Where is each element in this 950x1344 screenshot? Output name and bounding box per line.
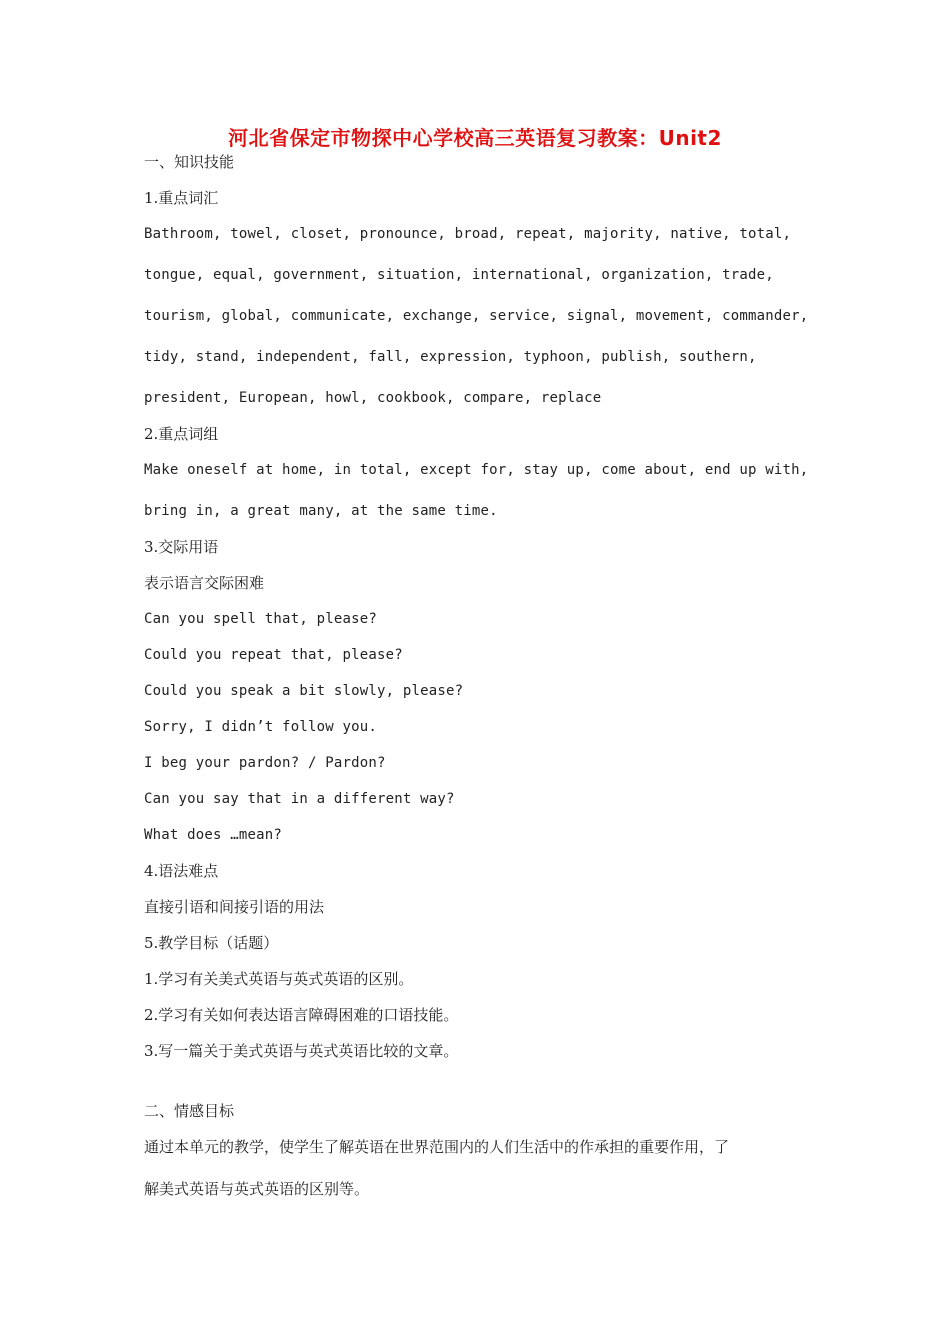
document-title: 河北省保定市物探中心学校高三英语复习教案：Unit2	[228, 126, 722, 150]
section-heading-emotion: 二、情感目标	[144, 1102, 235, 1120]
grammar-text: 直接引语和间接引语的用法	[144, 898, 325, 916]
vocab-line: tidy, stand, independent, fall, expression, typhoon, publish, southern,	[144, 349, 757, 365]
expression-item: What does …mean?	[144, 827, 283, 843]
goal-item: 3.写一篇关于美式英语与英式英语比较的文章。	[144, 1042, 459, 1060]
expression-item: Can you say that in a different way?	[144, 791, 455, 807]
phrases-line: Make oneself at home, in total, except for, stay up, come about, end up with,	[144, 462, 809, 478]
goal-item: 1.学习有关美式英语与英式英语的区别。	[144, 970, 414, 988]
expressions-heading: 3.交际用语	[144, 538, 219, 556]
vocab-line: tourism, global, communicate, exchange, service, signal, movement, commander,	[144, 308, 809, 324]
goal-item: 2.学习有关如何表达语言障碍困难的口语技能。	[144, 1006, 459, 1024]
vocab-line: Bathroom, towel, closet, pronounce, broad, repeat, majority, native, total,	[144, 226, 792, 242]
expression-item: I beg your pardon? / Pardon?	[144, 755, 386, 771]
vocab-line: tongue, equal, government, situation, international, organization, trade,	[144, 267, 774, 283]
phrases-line: bring in, a great many, at the same time.	[144, 503, 498, 519]
goals-heading: 5.教学目标（话题）	[144, 934, 279, 952]
expression-item: Sorry, I didn’t follow you.	[144, 719, 377, 735]
vocab-heading: 1.重点词汇	[144, 189, 219, 207]
expression-item: Could you speak a bit slowly, please?	[144, 683, 464, 699]
emotion-text-line: 通过本单元的教学，使学生了解英语在世界范围内的人们生活中的作承担的重要作用，了	[144, 1138, 730, 1156]
phrases-heading: 2.重点词组	[144, 425, 219, 443]
grammar-heading: 4.语法难点	[144, 862, 219, 880]
section-heading-knowledge: 一、知识技能	[144, 153, 235, 171]
expression-item: Could you repeat that, please?	[144, 647, 403, 663]
expression-item: Can you spell that, please?	[144, 611, 377, 627]
emotion-text-line: 解美式英语与英式英语的区别等。	[144, 1180, 370, 1198]
expressions-subheading: 表示语言交际困难	[144, 574, 265, 592]
vocab-line: president, European, howl, cookbook, compare, replace	[144, 390, 602, 406]
